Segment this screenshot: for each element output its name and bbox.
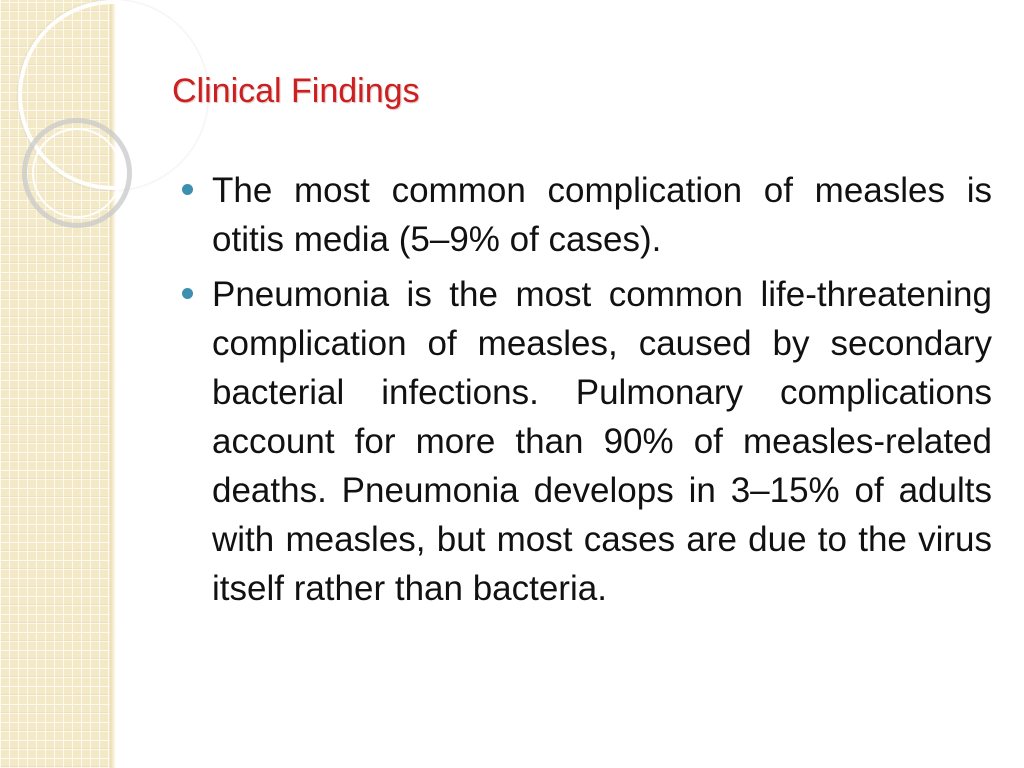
- decorative-ring-inner: [32, 128, 122, 218]
- bullet-item: [182, 166, 992, 264]
- bullet-dot-icon: [182, 288, 193, 299]
- bullet-list: [182, 166, 992, 619]
- bullet-text: Pneumonia is the most common life-threatening complication of measles, caused by secondary bacterial infections. Pulmonary complications account for more than 90% of measles-related deaths. Pneumonia develops in 3–15% of adults with measles, but most cases are due to the virus itself rather than bacteria.: [212, 275, 992, 608]
- slide-title: Clinical Findings: [172, 72, 420, 110]
- bullet-item: [182, 270, 992, 613]
- bullet-text: The most common complication of measles is otitis media (5–9% of cases).: [212, 171, 992, 259]
- bullet-dot-icon: [182, 184, 193, 195]
